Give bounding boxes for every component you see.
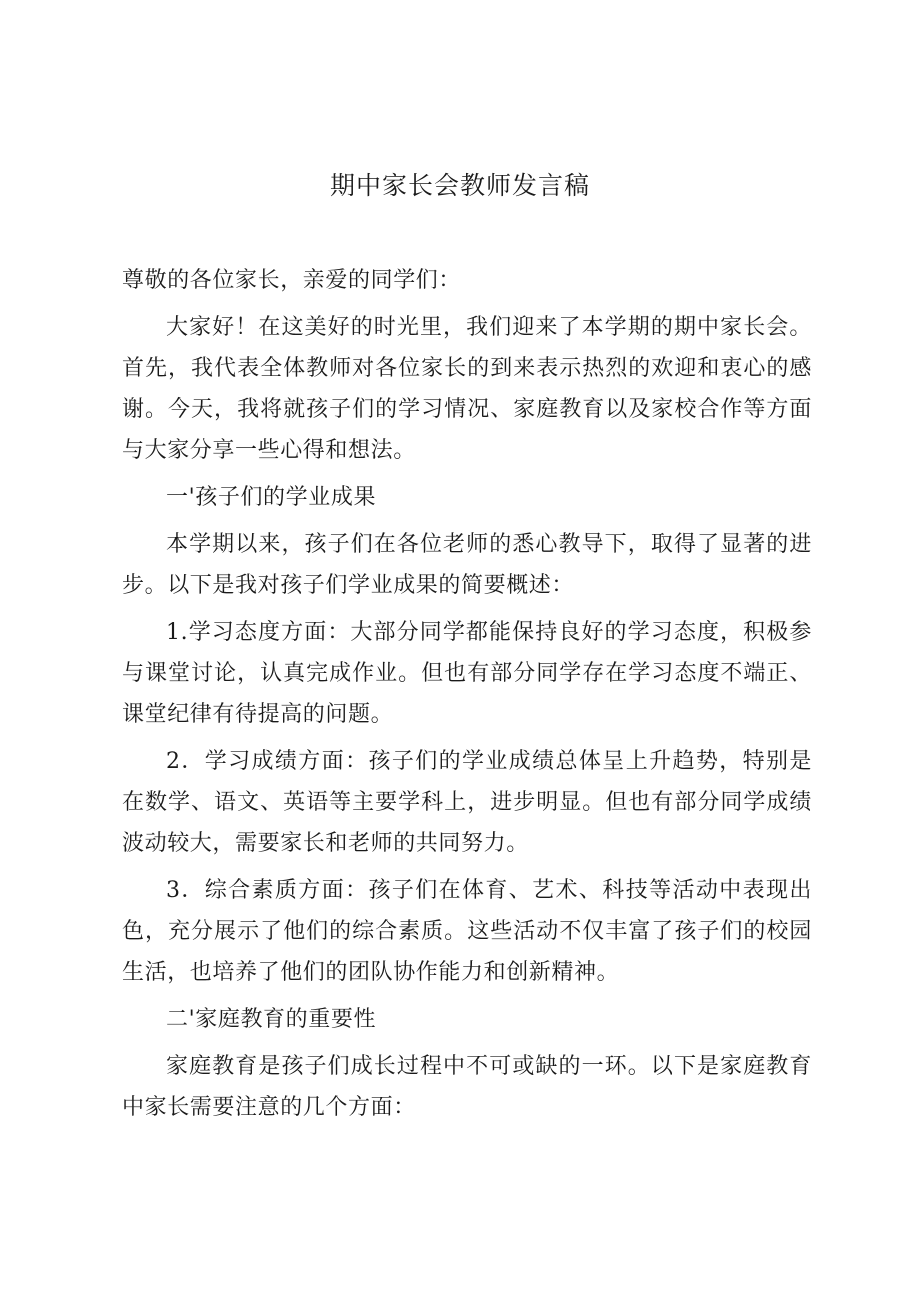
salutation-paragraph: 尊敬的各位家长，亲爱的同学们： (122, 268, 462, 293)
opening-paragraph: 大家好！在这美好的时光里，我们迎来了本学期的期中家长会。首先，我代表全体教师对各位家长的到来表示热烈的欢迎和衷心的感谢。今天，我将就孩子们的学习情况、家庭教育以及家校合作等方面与大家分享一些心得和想法。 (122, 315, 812, 463)
list-item-attitude: 1.学习态度方面：大部分同学都能保持良好的学习态度，积极参与课堂讨论，认真完成作业。但也有部分同学存在学习态度不端正、课堂纪律有待提高的问题。 (122, 620, 812, 727)
list-item-overall-quality: 3．综合素质方面：孩子们在体育、艺术、科技等活动中表现出色，充分展示了他们的综合素质。这些活动不仅丰富了孩子们的校园生活，也培养了他们的团队协作能力和创新精神。 (122, 878, 812, 985)
family-education-paragraph: 家庭教育是孩子们成长过程中不可或缺的一环。以下是家庭教育中家长需要注意的几个方面： (122, 1054, 812, 1120)
academic-intro-paragraph: 本学期以来，孩子们在各位老师的悉心教导下，取得了显著的进步。以下是我对孩子们学业成果的简要概述： (122, 532, 812, 598)
section-heading-family-education: 二'家庭教育的重要性 (166, 1007, 377, 1032)
section-heading-academic-results: 一'孩子们的学业成果 (166, 485, 377, 510)
document-title: 期中家长会教师发言稿 (329, 171, 590, 200)
document-body (122, 260, 812, 1134)
list-item-grades: 2．学习成绩方面：孩子们的学业成绩总体呈上升趋势，特别是在数学、语文、英语等主要学科上，进步明显。但也有部分同学成绩波动较大，需要家长和老师的共同努力。 (122, 749, 812, 856)
